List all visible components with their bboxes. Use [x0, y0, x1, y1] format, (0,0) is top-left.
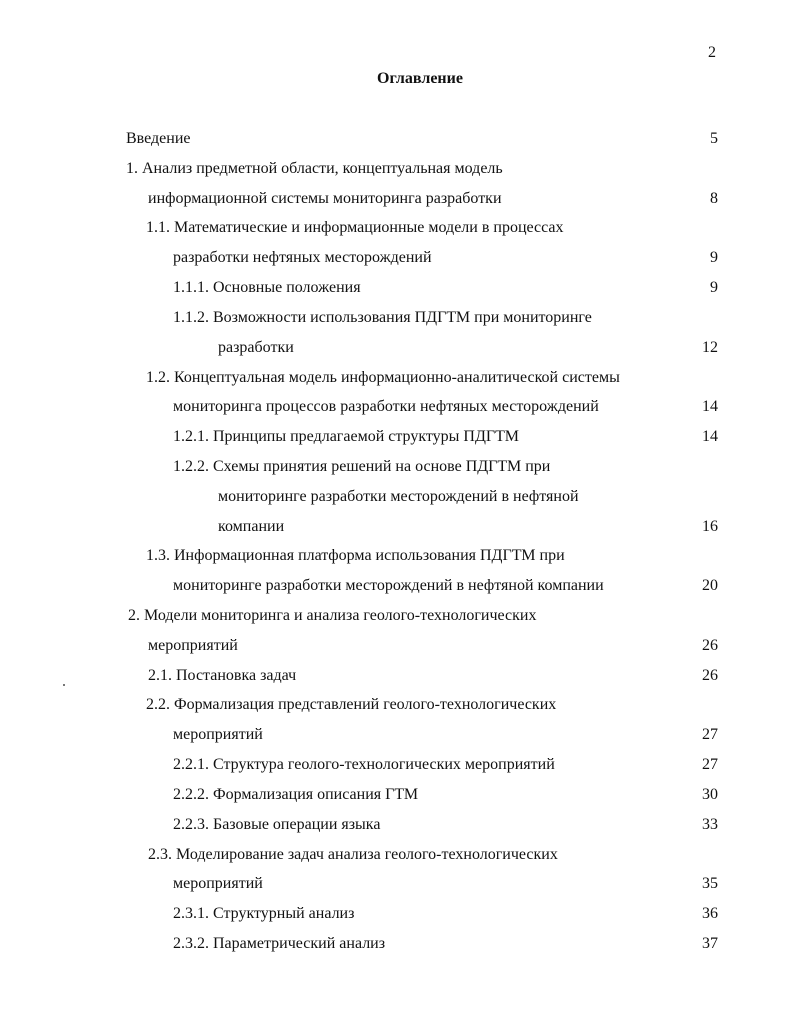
toc-line-page: 12: [702, 339, 718, 356]
toc-line: [0, 337, 799, 359]
toc-line: [0, 486, 799, 508]
toc-line: [0, 367, 799, 389]
toc-line-page: 9: [710, 279, 718, 296]
toc-line-page: 35: [702, 875, 718, 892]
toc-line-text: мониторинга процессов разработки нефтяных месторождений: [173, 398, 599, 415]
toc-line: [0, 545, 799, 567]
toc-line-text: 1.1.1. Основные положения: [173, 279, 361, 296]
toc-line: [0, 873, 799, 895]
toc-line-page: 14: [702, 398, 718, 415]
toc-line-text: 1.2. Концептуальная модель информационно-аналитической системы: [146, 369, 620, 386]
toc-line: [0, 605, 799, 627]
toc-line: [0, 724, 799, 746]
toc-line: [0, 754, 799, 776]
toc-line-text: компании: [218, 518, 285, 535]
toc-line-page: 30: [702, 786, 718, 803]
toc-line-text: 2.3.1. Структурный анализ: [173, 905, 355, 922]
toc-line-text: 2. Модели мониторинга и анализа геолого-технологических: [128, 607, 537, 624]
toc-line-text: мероприятий: [173, 875, 263, 892]
toc-line-text: разработки нефтяных месторождений: [173, 249, 432, 266]
toc-line: [0, 456, 799, 478]
toc-line-page: 27: [702, 756, 718, 773]
toc-line-text: 2.2. Формализация представлений геолого-технологических: [146, 696, 557, 713]
toc-line: [0, 426, 799, 448]
toc-line-text: 1.1.2. Возможности использования ПДГТМ при мониторинге: [173, 309, 592, 326]
toc-line: [0, 903, 799, 925]
toc-line-text: мероприятий: [148, 637, 238, 654]
toc-line: [0, 128, 799, 150]
toc-line: [0, 307, 799, 329]
toc-line-text: информационной системы мониторинга разработки: [148, 190, 502, 207]
toc-line-text: 2.1. Постановка задач: [148, 667, 297, 684]
toc-line-text: 2.2.1. Структура геолого-технологических мероприятий: [173, 756, 555, 773]
toc-line: [0, 844, 799, 866]
toc-line-text: 1.3. Информационная платформа использования ПДГТМ при: [146, 547, 565, 564]
toc-line-page: 26: [702, 667, 718, 684]
toc-line-page: 8: [710, 190, 718, 207]
toc-line-text: мониторинге разработки месторождений в нефтяной: [218, 488, 579, 505]
toc-line: [0, 158, 799, 180]
toc-line-page: 27: [702, 726, 718, 743]
toc-title: Оглавление: [377, 70, 463, 87]
page-number: 2: [708, 44, 716, 61]
toc-line-text: разработки: [218, 339, 294, 356]
toc-line-page: 9: [710, 249, 718, 266]
toc-line: [0, 665, 799, 687]
toc-line-page: 37: [702, 935, 718, 952]
toc-line: [0, 694, 799, 716]
toc-line-text: 1.1. Математические и информационные модели в процессах: [146, 219, 564, 236]
toc-line-text: мониторинге разработки месторождений в нефтяной компании: [173, 577, 604, 594]
toc-line-page: 5: [710, 130, 718, 147]
toc-line-page: 33: [702, 816, 718, 833]
toc-line-page: 14: [702, 428, 718, 445]
toc-line-text: 2.2.3. Базовые операции языка: [173, 816, 381, 833]
toc-line-page: 36: [702, 905, 718, 922]
toc-line: [0, 277, 799, 299]
toc-line-text: Введение: [126, 130, 191, 147]
toc-line: [0, 247, 799, 269]
toc-line-text: 1. Анализ предметной области, концептуальная модель: [126, 160, 503, 177]
toc-line: [0, 784, 799, 806]
toc-line-page: 26: [702, 637, 718, 654]
toc-line-text: 2.3. Моделирование задач анализа геолого-технологических: [148, 846, 558, 863]
toc-line-page: 20: [702, 577, 718, 594]
toc-line: [0, 933, 799, 955]
toc-line-text: 1.2.2. Схемы принятия решений на основе ПДГТМ при: [173, 458, 551, 475]
toc-line-page: 16: [702, 518, 718, 535]
toc-line: [0, 635, 799, 657]
toc-line: [0, 814, 799, 836]
scan-speck: [63, 684, 65, 686]
toc-line: [0, 217, 799, 239]
toc-line-text: мероприятий: [173, 726, 263, 743]
toc-line-text: 2.2.2. Формализация описания ГТМ: [173, 786, 419, 803]
toc-line: [0, 396, 799, 418]
toc-line-text: 2.3.2. Параметрический анализ: [173, 935, 386, 952]
toc-line: [0, 516, 799, 538]
toc-line: [0, 575, 799, 597]
toc-line: [0, 188, 799, 210]
toc-line-text: 1.2.1. Принципы предлагаемой структуры ПДГТМ: [173, 428, 519, 445]
